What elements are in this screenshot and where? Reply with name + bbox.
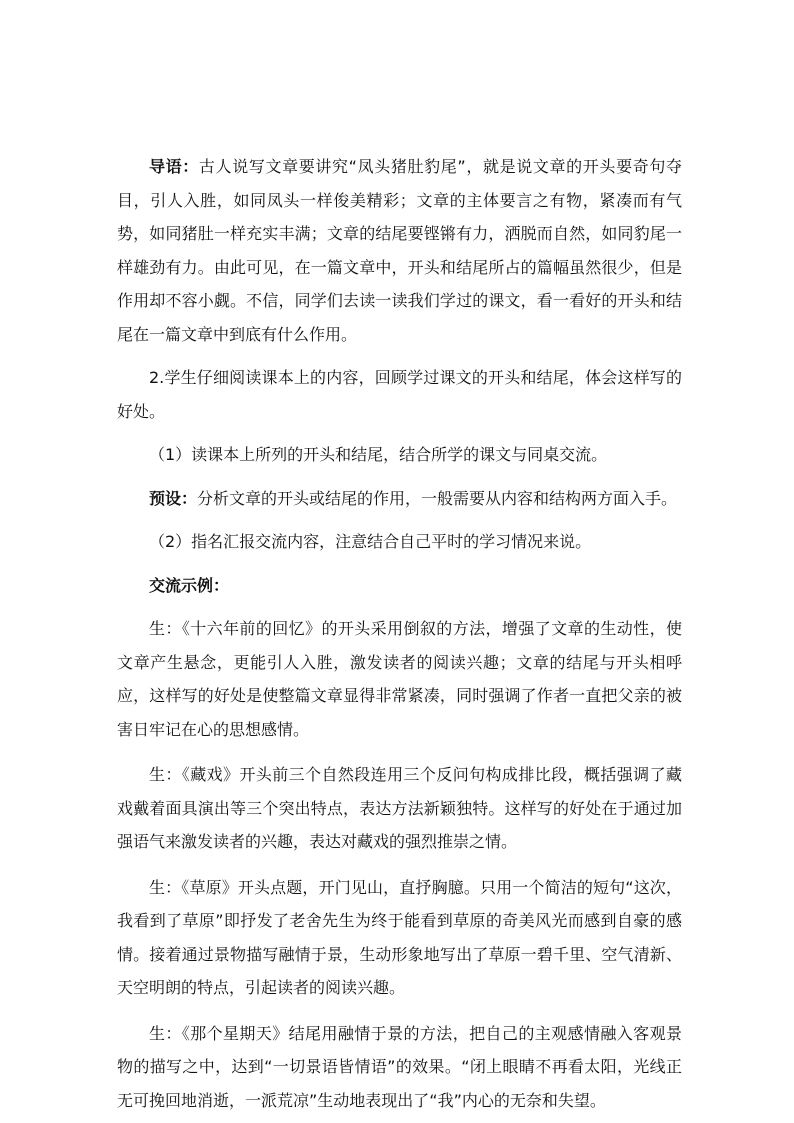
sub-step-1: （1）读课本上所列的开头和结尾，结合所学的课文与同桌交流。 [149, 445, 608, 464]
example-text: 《藏戏》开头前三个自然段连用三个反问句构成排比段，概括强调了藏戏戴着面具演出等三个突出特点，表达方法新颖独特。这样写的好处在于通过加强语气来激发读者的兴趣，表达对藏戏的强烈推崇之情。 [117, 765, 682, 851]
example-paragraph-4 [117, 1017, 682, 1118]
examples-heading: 交流示例： [149, 575, 230, 595]
step-2-paragraph: 2.学生仔细阅读课本上的内容，回顾学过课文的开头和结尾，体会这样写的好处。 [117, 368, 682, 421]
example-text: 《十六年前的回忆》的开头采用倒叙的方法，增强了文章的生动性，使文章产生悬念，更能引人入胜，激发读者的阅读兴趣；文章的结尾与开头相呼应，这样写的好处是使整篇文章显得非常紧凑，同时强调了作者一直把父亲的被害日牢记在心的思想感情。 [117, 619, 682, 739]
example-paragraph-2 [117, 758, 682, 859]
speaker-label: 生： [149, 1023, 182, 1043]
speaker-label: 生： [149, 877, 182, 897]
intro-text: 古人说写文章要讲究“凤头猪肚豹尾”，就是说文章的开头要奇句夺目，引人入胜，如同凤头一样俊美精彩；文章的主体要言之有物，紧凑而有气势，如同猪肚一样充实丰满；文章的结尾要铿锵有力，洒脱而自然，如同豹尾一样雄劲有力。由此可见，在一篇文章中，开头和结尾所占的篇幅虽然很少，但是作用却不容小觑。不信，同学们去读一读我们学过的课文，看一看好的开头和结尾在一篇文章中到底有什么作用。 [117, 157, 682, 344]
intro-label: 导语： [149, 157, 199, 176]
preset-text: 分析文章的开头或结尾的作用，一般需要从内容和结构两方面入手。 [197, 488, 678, 508]
example-text: 《草原》开头点题，开门见山，直抒胸臆。只用一个简洁的短句“这次，我看到了草原”即抒发了老舍先生为终于能看到草原的奇美风光而感到自豪的感情。接着通过景物描写融情于景，生动形象地写出了草原一碧千里、空气清新、天空明朗的特点，引起读者的阅读兴趣。 [117, 877, 682, 997]
preset-label: 预设： [149, 488, 198, 508]
intro-paragraph [117, 150, 682, 351]
speaker-label: 生： [149, 765, 182, 784]
preset-paragraph [117, 482, 682, 516]
sub-step-2: （2）指名汇报交流内容，注意结合自己平时的学习情况来说。 [149, 532, 592, 551]
example-text: 《那个星期天》结尾用融情于景的方法，把自己的主观感情融入客观景物的描写之中，达到“一切景语皆情语”的效果。“闭上眼睛不再看太阳，光线正无可挽回地消逝，一派荒凉”生动地表现出了“我”内心的无奈和失望。 [117, 1023, 682, 1110]
example-paragraph-1 [117, 612, 682, 746]
example-paragraph-3 [117, 871, 682, 1005]
document-page [117, 150, 682, 1117]
speaker-label: 生： [149, 619, 182, 638]
